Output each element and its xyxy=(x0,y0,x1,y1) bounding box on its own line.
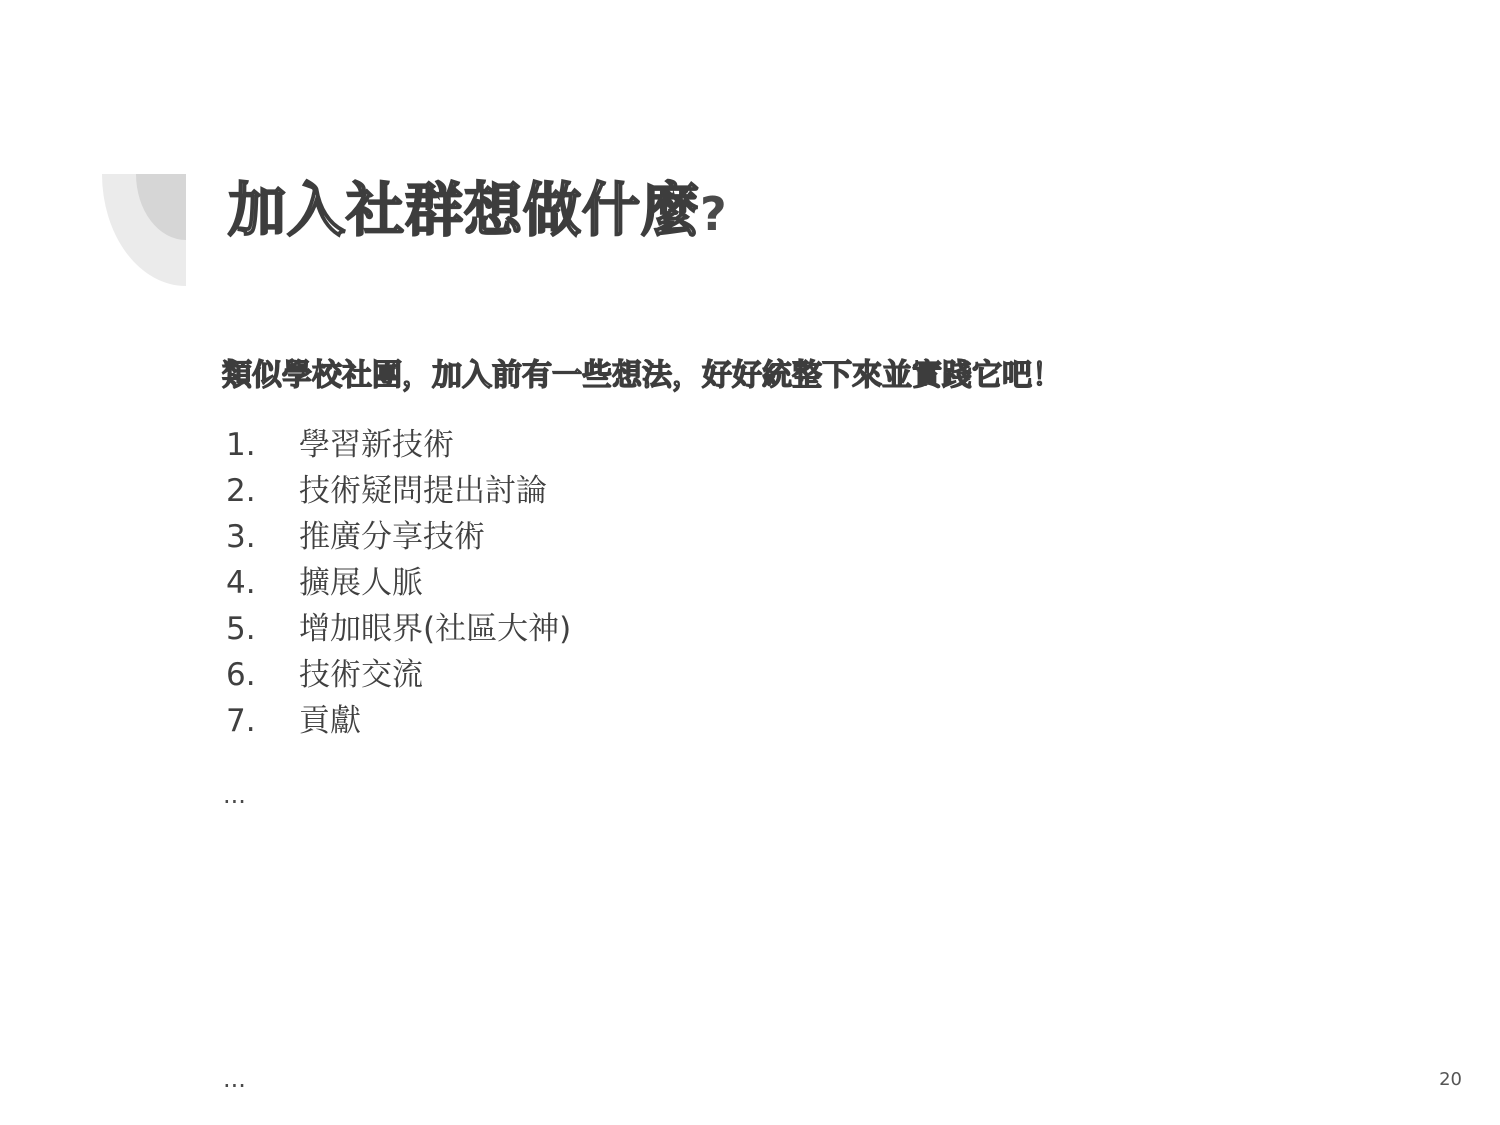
list-item xyxy=(226,606,571,652)
footer-text: ... xyxy=(223,1065,246,1093)
list-item-text: 技術疑問提出討論 xyxy=(299,473,547,509)
list-item-number: 2. xyxy=(226,473,256,509)
slide-subtitle: 類似學校社團，加入前有一些想法，好好統整下來並實踐它吧！ xyxy=(222,358,1062,393)
list-item-text: 技術交流 xyxy=(299,657,423,693)
list-item-text: 貢獻 xyxy=(299,703,361,739)
reasons-list xyxy=(226,422,571,744)
list-item-number: 7. xyxy=(226,703,256,739)
list-item-text: 擴展人脈 xyxy=(299,565,423,601)
corner-decoration xyxy=(102,174,186,286)
list-item xyxy=(226,560,571,606)
list-item-number: 6. xyxy=(226,657,256,693)
list-item xyxy=(226,468,571,514)
page-number: 20 xyxy=(1439,1069,1462,1090)
list-ellipsis: ... xyxy=(223,781,246,809)
list-item-number: 4. xyxy=(226,565,256,601)
list-item-number: 5. xyxy=(226,611,256,647)
list-item-number: 1. xyxy=(226,427,256,463)
list-item-text: 推廣分享技術 xyxy=(299,519,485,555)
list-item xyxy=(226,698,571,744)
list-item-text: 增加眼界(社區大神) xyxy=(299,611,572,647)
slide-title xyxy=(228,172,728,252)
slide-title-question-mark: ? xyxy=(700,187,728,241)
list-item-text: 學習新技術 xyxy=(299,427,454,463)
list-item xyxy=(226,652,571,698)
slide-title-text: 加入社群想做什麼 xyxy=(228,176,701,244)
list-item xyxy=(226,422,571,468)
list-item xyxy=(226,514,571,560)
list-item-number: 3. xyxy=(226,519,256,555)
